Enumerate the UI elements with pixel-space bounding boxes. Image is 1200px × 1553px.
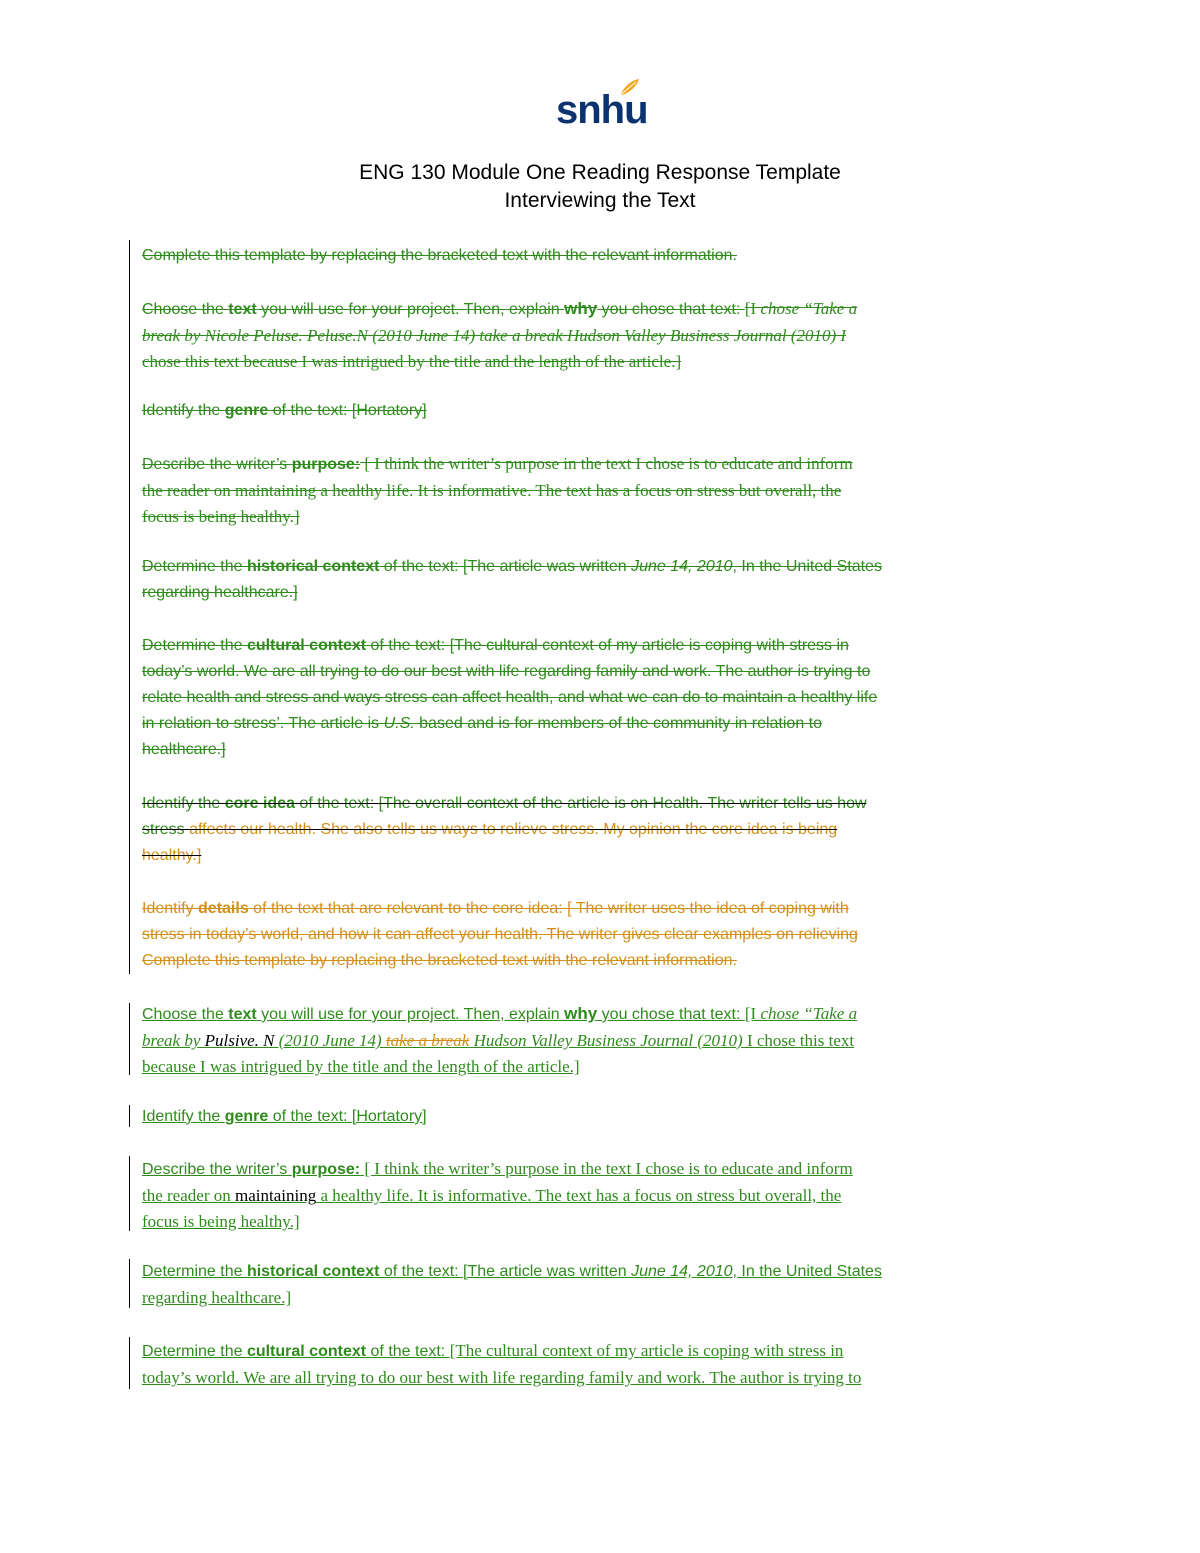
text-line: healthcare.] (142, 741, 226, 758)
deleted-genre-paragraph: Identify the genre of the text: [Hortatory] (142, 402, 427, 419)
deleted-core-paragraph: Identify the core idea of the text: [The overall context of the article is on Health. The writer tells us how stress affects our health. She also tells us ways to relieve stress. My opinion the core idea is being healthy.] (142, 791, 1062, 869)
text-line: today’s world. We are all trying to do our best with life regarding family and work. The author is trying to (142, 663, 871, 680)
change-bar (129, 1105, 130, 1127)
change-bar (129, 1156, 130, 1231)
text-line: the reader on maintaining a healthy life. It is informative. The text has a focus on stress but overall, the (142, 481, 842, 500)
inserted-historical-paragraph: Determine the historical context of the text: [The article was written June 14, 2010, In the United States regarding healthcare.] (142, 1259, 1062, 1311)
text-line: today’s world. We are all trying to do our best with life regarding family and work. The author is trying to (142, 1368, 862, 1387)
deleted-intro (142, 243, 1062, 269)
deleted-choose-paragraph: Choose the text you will use for your project. Then, explain why you chose that text: [I chose “Take a break by Nicole Peluse. Peluse.N (2010 June 14) take a break Hudson Valley Business Journal (2010) I chose this text because I was intrigued by the title and the length of the article.] (142, 296, 1062, 375)
deleted-historical-paragraph: Determine the historical context of the text: [The article was written June 14, 2010, In the United States regarding healthcare.] (142, 554, 1062, 606)
document-title: ENG 130 Module One Reading Response Template (359, 161, 841, 184)
text-line: Complete this template by replacing the bracketed text with the relevant information. (142, 952, 737, 969)
inserted-purpose-paragraph: Describe the writer’s purpose: [ I think the writer’s purpose in the text I chose is to educate and inform the reader on maintaining a healthy life. It is informative. The text has a focus on stress but overall, the focus is being healthy.] (142, 1156, 1062, 1235)
deleted-cultural-paragraph: Determine the cultural context of the text: [The cultural context of my article is coping with stress in today’s world. We are all trying to do our best with life regarding family and work. The author is trying to relate health and stress and ways stress can affect health, and what we can do to maintain a healthy life in relation to stress’. The article is U.S. based and is for members of the community in relation to healthcare.] (142, 633, 1062, 763)
deleted-details-paragraph: Identify details of the text that are relevant to the core idea: [ The writer uses the idea of coping with stress in today’s world, and how it can affect your health. The writer gives clear examples on relieving Complete this template by replacing the bracketed text with the relevant information. (142, 896, 1062, 974)
change-bar (129, 1003, 130, 1075)
logo-wordmark: snhu (556, 88, 648, 132)
text-line: relate health and stress and ways stress can affect health, and what we can do to maintain a healthy life (142, 689, 878, 706)
text-line: focus is being healthy.] (142, 507, 300, 526)
deleted-purpose-paragraph: Describe the writer’s purpose: [ I think the writer’s purpose in the text I chose is to educate and inform the reader on maintaining a healthy life. It is informative. The text has a focus on stress but overall, the focus is being healthy.] (142, 451, 1062, 530)
text-line: stress in today’s world, and how it can affect your health. The writer gives clear examples on relieving (142, 926, 858, 943)
inserted-cultural-paragraph: Determine the cultural context of the text: [The cultural context of my article is coping with stress in today’s world. We are all trying to do our best with life regarding family and work. The author is trying to (142, 1338, 1062, 1391)
text-line: chose this text because I was intrigued by the title and the length of the article.] (142, 352, 682, 371)
text-line: break by Nicole Peluse. Peluse.N (2010 June 14) take a break Hudson Valley Business Journal (2010) I (142, 326, 847, 345)
text-line: regarding healthcare.] (142, 584, 298, 601)
change-bar (129, 1337, 130, 1389)
change-bar (129, 1259, 130, 1308)
text-line: focus is being healthy.] (142, 1212, 300, 1231)
inserted-genre-paragraph: Identify the genre of the text: [Hortatory] (142, 1108, 427, 1125)
text-line: healthy.] (142, 847, 202, 864)
text-line: because I was intrigued by the title and the length of the article.] (142, 1057, 580, 1076)
text-line: regarding healthcare.] (142, 1288, 292, 1307)
change-bar (129, 240, 130, 974)
inserted-choose-paragraph: Choose the text you will use for your project. Then, explain why you chose that text: [I chose “Take a break by Pulsive. N (2010 June 14) take a break Hudson Valley Business Journal (2010) I chose this text because I was intrigued by the title and the length of the article.] (142, 1001, 1062, 1080)
leaf-icon (618, 78, 640, 98)
snhu-logo (556, 78, 648, 134)
text-line: Complete this template by replacing the bracketed text with the relevant information. (142, 247, 737, 264)
document-subtitle: Interviewing the Text (504, 189, 696, 212)
